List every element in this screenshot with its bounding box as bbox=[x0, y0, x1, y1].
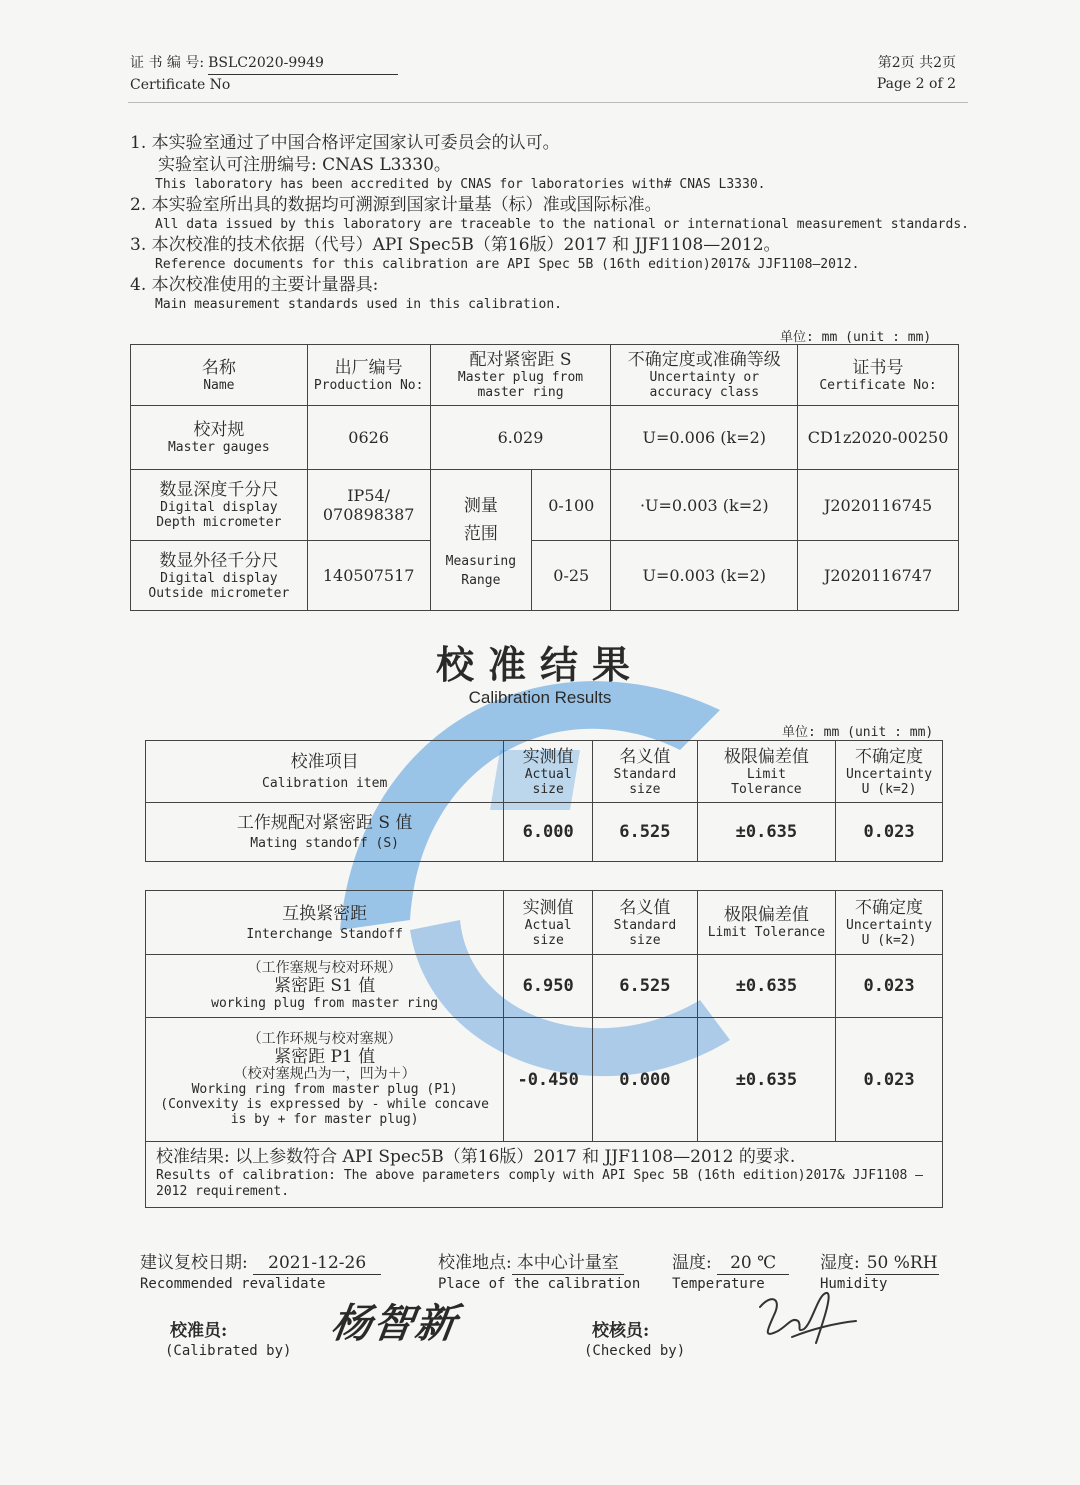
h-cert-en: Certificate No: bbox=[819, 377, 937, 393]
range-en1: Measuring bbox=[445, 554, 517, 569]
r2-prod2: 070898387 bbox=[322, 505, 415, 524]
temp-val: 20 ℃ bbox=[717, 1252, 789, 1275]
r-item-cn: 工作规配对紧密距 S 值 bbox=[236, 813, 413, 833]
humidity-label-en: Humidity bbox=[820, 1276, 888, 1292]
h-act-en2: size bbox=[532, 932, 564, 948]
humidity bbox=[820, 1252, 939, 1275]
standards-table bbox=[130, 344, 959, 611]
r1-unc: 0.023 bbox=[836, 955, 943, 1018]
revalidate-label-en: Recommended revalidate bbox=[140, 1276, 326, 1292]
h-unc-en1: Uncertainty bbox=[845, 766, 933, 782]
r-nom: 6.525 bbox=[593, 803, 698, 862]
header-production bbox=[307, 345, 430, 406]
h-item-cn: 校准项目 bbox=[290, 752, 359, 772]
h-act-en1: Actual bbox=[524, 766, 572, 782]
r2-l5: (Convexity is expressed by - while concave bbox=[160, 1097, 489, 1112]
revalidate-date bbox=[140, 1252, 381, 1275]
r3-cert: J2020116747 bbox=[798, 541, 959, 611]
r1-l1: （工作塞规与校对环规） bbox=[247, 960, 402, 976]
r1-tol: ±0.635 bbox=[697, 955, 835, 1018]
calibrated-by-label-en: (Calibrated by) bbox=[165, 1343, 292, 1359]
checker-signature bbox=[752, 1285, 862, 1355]
r2-l2: 紧密距 P1 值 bbox=[274, 1047, 376, 1067]
header-spacing bbox=[430, 345, 611, 406]
table-row bbox=[146, 955, 943, 1018]
note-3-en: Reference documents for this calibration are API Spec 5B (16th edition)2017& JJF1108—2012. bbox=[155, 257, 860, 272]
note-1-cn: 1. 本实验室通过了中国合格评定国家认可委员会的认可。 bbox=[130, 133, 560, 153]
interchange-standoff-table bbox=[145, 890, 943, 1142]
cert-label-en: Certificate No bbox=[130, 77, 231, 93]
unit-label-standards: 单位: mm (unit : mm) bbox=[780, 330, 932, 345]
r2-act: -0.450 bbox=[504, 1018, 593, 1142]
r2-unc: 0.023 bbox=[836, 1018, 943, 1142]
r1-spacing: 6.029 bbox=[430, 406, 611, 470]
note-1-cn-reg: 实验室认可注册编号: CNAS L3330。 bbox=[158, 155, 451, 175]
h-unc-en: Uncertainty or accuracy class bbox=[649, 370, 760, 400]
h-unc-cn: 不确定度或准确等级 bbox=[627, 350, 781, 370]
r1-unc: U=0.006 (k=2) bbox=[611, 406, 798, 470]
r-tol: ±0.635 bbox=[697, 803, 835, 862]
place-label-en: Place of the calibration bbox=[438, 1276, 641, 1292]
note-1-en: This laboratory has been accredited by CNAS for laboratories with# CNAS L3330. bbox=[155, 177, 766, 192]
header-uncertainty bbox=[836, 891, 943, 955]
header-actual bbox=[504, 891, 593, 955]
r3-name-cn: 数显外径千分尺 bbox=[159, 550, 279, 571]
table-row bbox=[146, 803, 943, 862]
calibrated-by-label: 校准员: bbox=[170, 1321, 228, 1341]
note-4-en: Main measurement standards used in this calibration. bbox=[155, 297, 562, 312]
r2-name-en1: Digital display bbox=[160, 500, 278, 515]
h-nom-en1: Standard bbox=[613, 766, 677, 782]
h-unc-en1: Uncertainty bbox=[846, 917, 933, 933]
calibration-conclusion bbox=[145, 1142, 943, 1208]
table-row bbox=[131, 470, 959, 541]
r-act: 6.000 bbox=[504, 803, 593, 862]
h-tol-en: Limit Tolerance bbox=[707, 925, 826, 940]
page-indicator-cn: 第2页 共2页 bbox=[877, 55, 956, 71]
r1-l2: 紧密距 S1 值 bbox=[273, 976, 376, 996]
checked-by-label-en: (Checked by) bbox=[584, 1343, 686, 1359]
note-2-cn: 2. 本实验室所出具的数据均可溯源到国家计量基（标）准或国际标准。 bbox=[130, 195, 662, 215]
r1-name-en: Master gauges bbox=[167, 440, 270, 455]
h-act-en2: size bbox=[532, 781, 564, 797]
place-cn: 校准地点: bbox=[438, 1253, 512, 1273]
h-item-en: Interchange Standoff bbox=[246, 926, 403, 942]
h-spacing-cn: 配对紧密距 S bbox=[469, 350, 572, 370]
r3-name-en2: Outside micrometer bbox=[148, 585, 290, 601]
header-tolerance bbox=[697, 741, 835, 803]
cert-label-cn: 证 书 编 号: bbox=[130, 55, 205, 71]
h-name-en: Name bbox=[203, 377, 235, 393]
cert-number: BSLC2020-9949 bbox=[208, 53, 398, 75]
range-en2: Range bbox=[461, 573, 501, 588]
reval-cn: 建议复校日期: bbox=[140, 1253, 248, 1273]
h-name-cn: 名称 bbox=[201, 357, 236, 378]
results-title-en: Calibration Results bbox=[468, 688, 612, 707]
r2-l3: （校对塞规凸为一，凹为＋） bbox=[233, 1066, 416, 1082]
r1-act: 6.950 bbox=[504, 955, 593, 1018]
table-row bbox=[146, 1018, 943, 1142]
header-name bbox=[131, 345, 308, 406]
r2-l4: Working ring from master plug (P1) bbox=[191, 1082, 458, 1097]
r2-prod1: IP54/ bbox=[347, 486, 391, 505]
header-nominal bbox=[593, 891, 698, 955]
h-item-en: Calibration item bbox=[262, 776, 388, 791]
r1-prod: 0626 bbox=[307, 406, 430, 470]
header-item bbox=[146, 891, 504, 955]
header-uncertainty bbox=[836, 741, 943, 803]
header-certificate bbox=[798, 345, 959, 406]
table-row bbox=[131, 406, 959, 470]
header-nominal bbox=[593, 741, 698, 803]
r1-nom: 6.525 bbox=[593, 955, 698, 1018]
h-nom-cn: 名义值 bbox=[619, 746, 671, 767]
h-spacing-en: Master plug from master ring bbox=[457, 370, 584, 400]
h-nom-en1: Standard bbox=[613, 917, 677, 933]
h-tol-en1: Limit bbox=[746, 766, 786, 782]
h-tol-cn: 极限偏差值 bbox=[723, 746, 809, 767]
r2-l1: （工作环规与校对塞规） bbox=[247, 1031, 402, 1047]
r2-l6: is by + for master plug) bbox=[230, 1112, 419, 1127]
r-unc: 0.023 bbox=[836, 803, 943, 862]
reval-date: 2021-12-26 bbox=[253, 1252, 381, 1275]
h-act-cn: 实测值 bbox=[522, 746, 574, 767]
r2-cert: J2020116745 bbox=[798, 470, 959, 541]
checked-by-label: 校核员: bbox=[592, 1321, 650, 1341]
unit-label-results: 单位: mm (unit : mm) bbox=[782, 725, 934, 740]
header-actual bbox=[504, 741, 593, 803]
r2-name-cn: 数显深度千分尺 bbox=[159, 480, 279, 500]
conclusion-cn: 校准结果: 以上参数符合 API Spec5B（第16版）2017 和 JJF1108—2012 的要求. bbox=[156, 1147, 796, 1167]
r3-range: 0-25 bbox=[532, 541, 611, 611]
r3-unc: U=0.003 (k=2) bbox=[611, 541, 798, 611]
r1-cert: CD1z2020-00250 bbox=[798, 406, 959, 470]
h-item-cn: 互换紧密距 bbox=[282, 903, 368, 924]
h-prod-en: Production No: bbox=[313, 377, 424, 393]
page-indicator-en: Page 2 of 2 bbox=[876, 76, 956, 92]
header-item bbox=[146, 741, 504, 803]
h-act-cn: 实测值 bbox=[522, 897, 574, 918]
temp-cn: 温度: bbox=[672, 1253, 712, 1273]
r3-name-en1: Digital display bbox=[160, 570, 278, 586]
r2-range: 0-100 bbox=[532, 470, 611, 541]
place-val: 本中心计量室 bbox=[512, 1252, 624, 1275]
accreditation-notes bbox=[130, 132, 970, 314]
note-3-cn: 3. 本次校准的技术依据（代号）API Spec5B（第16版）2017 和 JJF1108—2012。 bbox=[130, 235, 781, 255]
r1-name-cn: 校对规 bbox=[193, 420, 245, 440]
calibration-results-table bbox=[145, 740, 943, 862]
h-unc-en2: U (k=2) bbox=[861, 932, 917, 948]
certificate-number-block bbox=[130, 53, 398, 96]
r-item-en: Mating standoff (S) bbox=[250, 836, 400, 851]
h-nom-cn: 名义值 bbox=[619, 897, 671, 918]
calibrator-signature: 杨智新 bbox=[328, 1300, 461, 1347]
h-act-en1: Actual bbox=[524, 917, 572, 933]
h-tol-en2: Tolerance bbox=[731, 781, 802, 797]
range-cn1: 测量 bbox=[463, 496, 498, 516]
temperature bbox=[672, 1252, 789, 1275]
h-unc-en2: U (k=2) bbox=[861, 781, 917, 797]
conclusion-en: Results of calibration: The above parameters comply with API Spec 5B (16th edition)2017& JJF1108 —2012 requirement. bbox=[156, 1168, 924, 1199]
h-tol-cn: 极限偏差值 bbox=[723, 905, 809, 925]
h-nom-en2: size bbox=[629, 781, 661, 797]
hum-val: 50 %RH bbox=[866, 1253, 938, 1273]
range-cn2: 范围 bbox=[463, 524, 498, 544]
r2-unc: ·U=0.003 (k=2) bbox=[611, 470, 798, 541]
calibration-place bbox=[438, 1252, 624, 1275]
header-uncertainty bbox=[611, 345, 798, 406]
r1-l3: working plug from master ring bbox=[211, 996, 439, 1011]
h-prod-cn: 出厂编号 bbox=[334, 357, 403, 378]
hum-cn: 湿度: bbox=[820, 1253, 860, 1273]
header-tolerance bbox=[697, 891, 835, 955]
h-nom-en2: size bbox=[629, 932, 661, 948]
r2-nom: 0.000 bbox=[593, 1018, 698, 1142]
r2-tol: ±0.635 bbox=[697, 1018, 835, 1142]
note-2-en: All data issued by this laboratory are traceable to the national or international measurement standards. bbox=[155, 217, 969, 232]
r3-prod: 140507517 bbox=[307, 541, 430, 611]
header-divider bbox=[128, 102, 968, 103]
temperature-label-en: Temperature bbox=[672, 1276, 765, 1292]
note-4-cn: 4. 本次校准使用的主要计量器具: bbox=[130, 275, 379, 295]
h-cert-cn: 证书号 bbox=[852, 357, 904, 378]
measuring-range-label bbox=[430, 470, 531, 611]
r2-name-en2: Depth micrometer bbox=[156, 515, 282, 530]
h-unc-cn: 不确定度 bbox=[855, 897, 924, 918]
table-row bbox=[131, 541, 959, 611]
results-title-cn: 校准结果 bbox=[435, 642, 644, 687]
h-unc-cn: 不确定度 bbox=[855, 746, 924, 767]
page-indicator bbox=[877, 53, 956, 95]
